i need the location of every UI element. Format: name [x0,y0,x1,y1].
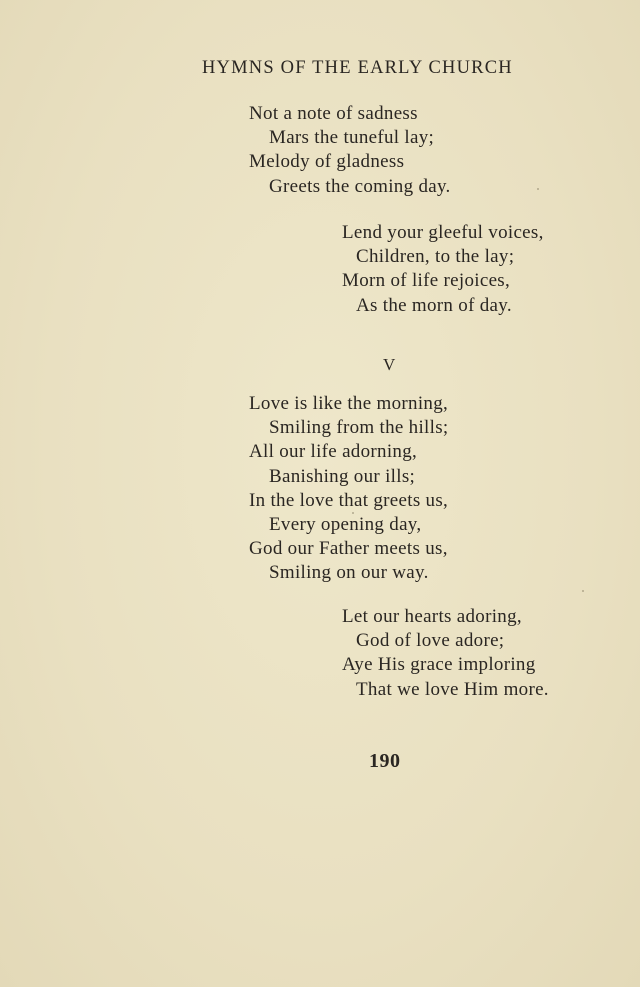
verse-line: All our life adorning, [249,441,418,463]
verse-line: Every opening day, [269,513,422,535]
verse-line: As the morn of day. [356,294,512,316]
verse-line: Banishing our ills; [269,465,416,487]
stanza [249,102,451,199]
verse-line: Morn of life rejoices, [342,270,511,292]
verse-line: God our Father meets us, [249,538,448,560]
paper-speck [582,590,584,592]
stanza [342,605,549,702]
verse-line: God of love adore; [356,630,505,652]
verse-line: That we love Him more. [356,678,549,700]
verse-line: Greets the coming day. [269,175,451,197]
verse-line: Smiling from the hills; [269,417,449,439]
verse-line: In the love that greets us, [249,489,449,511]
paper-speck [352,512,354,514]
verse-line: Mars the tuneful lay; [269,127,435,149]
verse-line: Let our hearts adoring, [342,606,522,627]
verse-line: Melody of gladness [249,151,405,173]
verse-line: Lend your gleeful voices, [342,222,544,243]
stanza [249,392,449,586]
verse-line: Smiling on our way. [269,562,429,584]
running-title: HYMNS OF THE EARLY CHURCH [202,58,513,78]
verse-line: Love is like the morning, [249,393,449,414]
verse-line: Aye His grace imploring [342,654,536,676]
page-number: 190 [369,750,401,772]
paper-speck [537,188,539,190]
verse-line: Not a note of sadness [249,103,418,124]
section-numeral: V [383,355,396,374]
verse-line: Children, to the lay; [356,246,515,268]
stanza [342,221,544,318]
